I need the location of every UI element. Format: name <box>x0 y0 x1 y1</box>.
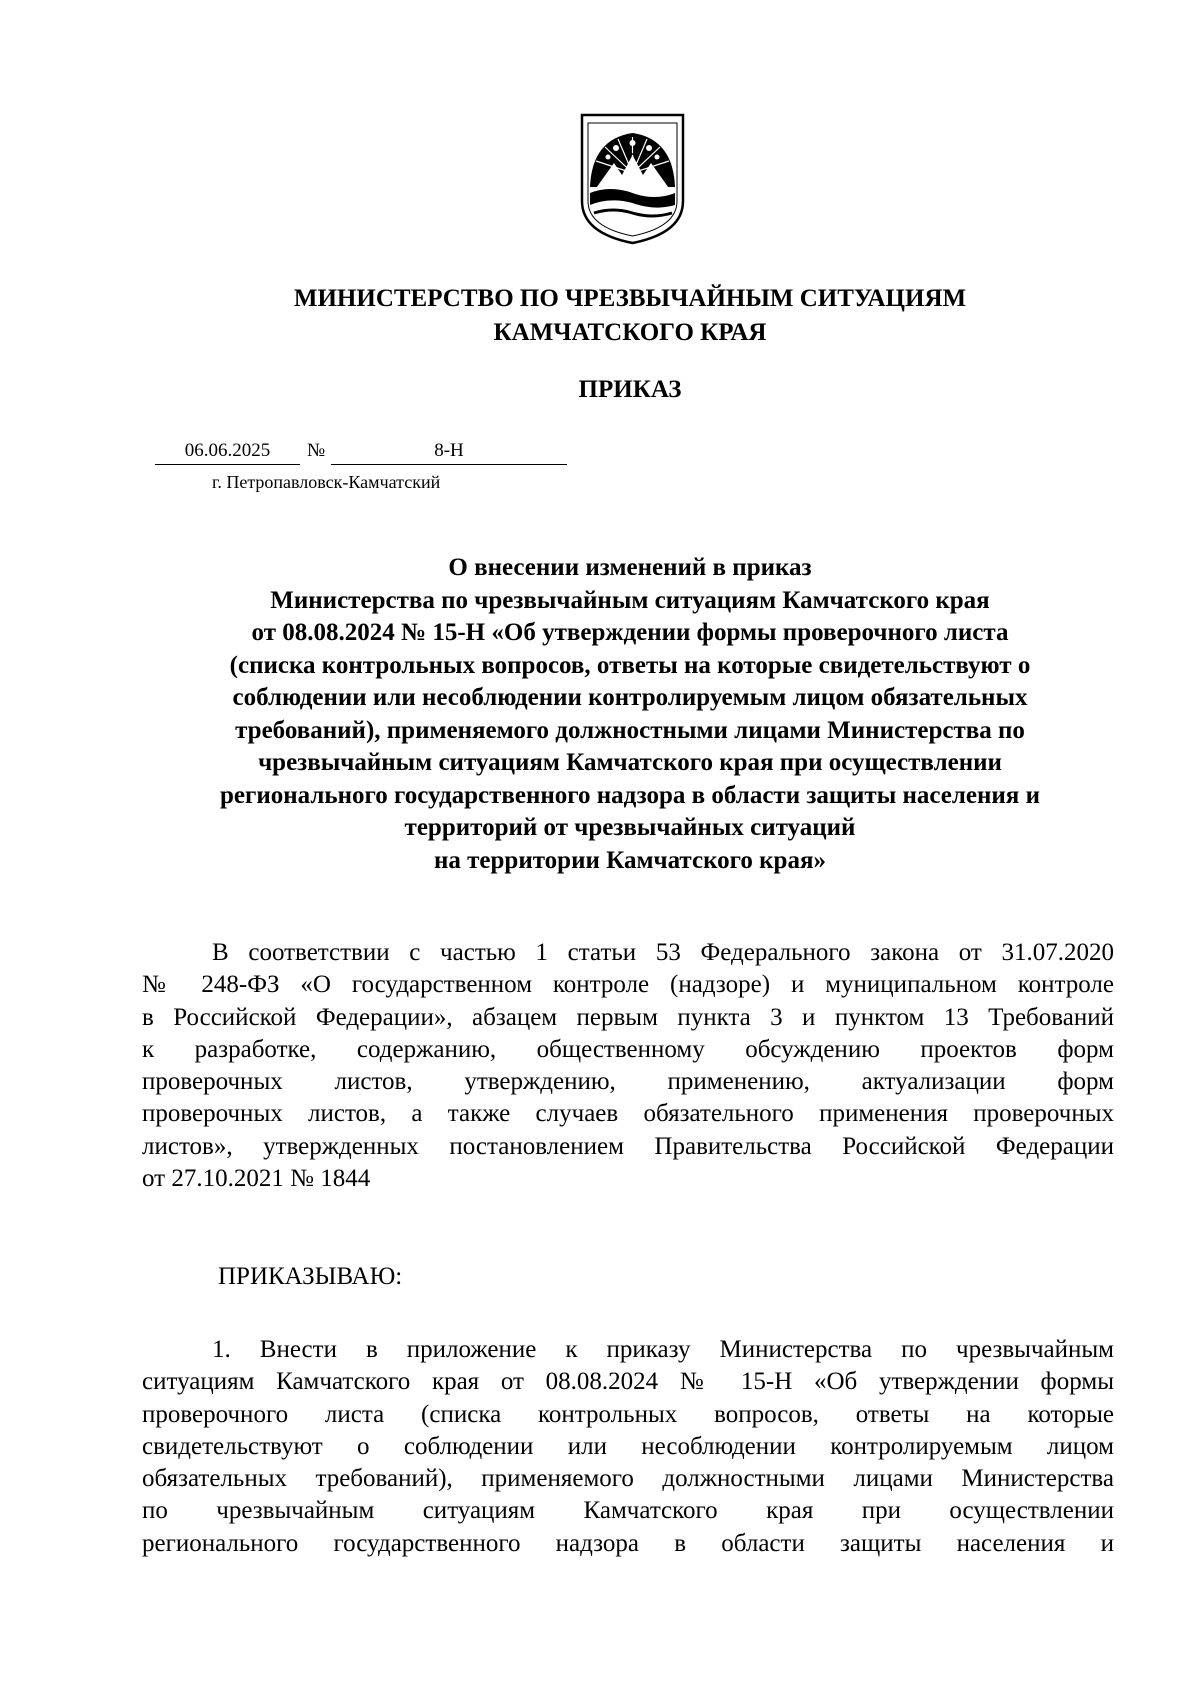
preamble-line: в Российской Федерации», абзацем первым пункта 3 и пунктом 13 Требований <box>142 1003 1114 1031</box>
item-1-line: обязательных требований), применяемого должностными лицами Министерства <box>142 1465 1114 1493</box>
preamble-line: проверочных листов, утверждению, применению, актуализации форм <box>142 1068 1114 1096</box>
order-word: ПРИКАЗЫВАЮ: <box>218 1263 403 1290</box>
title-line: соблюдении или несоблюдении контролируемым лицом обязательных <box>232 684 1028 711</box>
city-name: г. Петропавловск-Камчатский <box>212 472 441 492</box>
document-title <box>160 552 1100 877</box>
title-line: от 08.08.2024 № 15-Н «Об утверждении формы проверочного листа <box>251 619 1009 646</box>
item-1-line: регионального государственного надзора в области защиты населения и <box>142 1529 1114 1557</box>
title-line: (списка контрольных вопросов, ответы на которые свидетельствуют о <box>229 651 1031 679</box>
document-date: 06.06.2025 <box>155 440 300 465</box>
document-number: 8-Н <box>331 440 567 465</box>
preamble-line: № 248-ФЗ «О государственном контроле (надзоре) и муниципальном контроле <box>142 971 1114 999</box>
title-line: требований), применяемого должностными лицами Министерства по <box>235 716 1025 744</box>
title-line: Министерства по чрезвычайным ситуациям Камчатского края <box>270 586 990 614</box>
preamble-paragraph <box>142 937 1114 1195</box>
item-1-line: свидетельствуют о соблюдении или несоблюдении контролируемым лицом <box>142 1432 1114 1460</box>
ministry-name <box>0 282 1200 350</box>
preamble-line: к разработке, содержанию, общественному обсуждению проектов форм <box>142 1035 1114 1063</box>
ministry-line-1: МИНИСТЕРСТВО ПО ЧРЕЗВЫЧАЙНЫМ СИТУАЦИЯМ <box>293 285 967 312</box>
title-line: территорий от чрезвычайных ситуаций <box>404 814 856 841</box>
item-1-line: по чрезвычайным ситуациям Камчатского края при осуществлении <box>142 1497 1114 1525</box>
ministry-line-2: КАМЧАТСКОГО КРАЯ <box>493 319 767 346</box>
document-type-title: ПРИКАЗ <box>578 376 682 403</box>
preamble-line: проверочных листов, а также случаев обязательного применения проверочных <box>142 1100 1114 1128</box>
preamble-line: листов», утвержденных постановлением Правительства Российской Федерации <box>142 1132 1114 1160</box>
item-1-line: проверочного листа (списка контрольных вопросов, ответы на которые <box>142 1400 1114 1428</box>
title-line: регионального государственного надзора в области защиты населения и <box>220 781 1040 809</box>
preamble-line: от 27.10.2021 № 1844 <box>142 1165 371 1193</box>
title-line: О внесении изменений в приказ <box>448 554 812 581</box>
number-sign: № <box>307 440 326 461</box>
item-1-line: ситуациям Камчатского края от 08.08.2024 № 15-Н «Об утверждении формы <box>142 1368 1114 1396</box>
item-1-line: 1. Внести в приложение к приказу Министерства по чрезвычайным <box>212 1336 1114 1363</box>
item-1-paragraph <box>142 1334 1114 1560</box>
title-line: на территории Камчатского края» <box>433 846 826 874</box>
kamchatka-coat-of-arms-icon <box>580 113 685 245</box>
title-line: чрезвычайным ситуациям Камчатского края при осуществлении <box>258 749 1002 776</box>
preamble-line: В соответствии с частью 1 статьи 53 Федерального закона от 31.07.2020 <box>212 939 1114 966</box>
